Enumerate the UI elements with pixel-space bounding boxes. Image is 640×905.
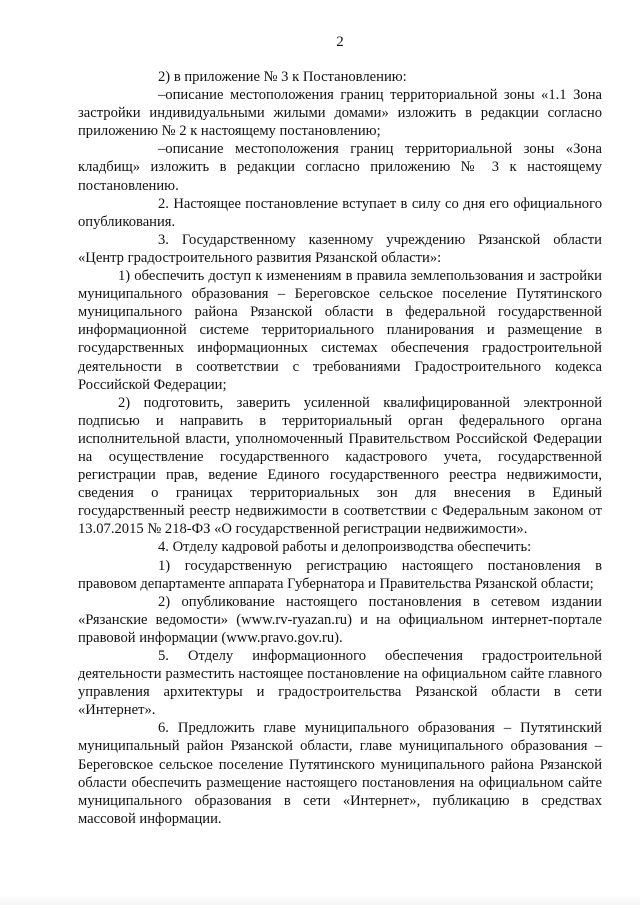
paragraph-section-3-item-2 [78,394,602,539]
paragraph-text: Отделу кадровой работы и делопроизводства обеспечить: [172,539,532,556]
paragraph-text: Государственному казенному учреждению Рязанской области «Центр градостроительного развития Рязанской области»: [78,231,602,266]
paragraph-section-3 [78,231,602,267]
paragraph-marker: 2) [118,394,131,411]
dash-marker: – [158,141,166,158]
paragraph-text: государственную регистрацию настоящего постановления в правовом департаменте аппарата Губернатора и Правительства Рязанской области; [78,557,602,592]
paragraph-section-3-item-1 [78,267,602,394]
paragraph-marker: 1) [158,557,171,574]
paragraph-text: описание местоположения границ территориальной зоны «Зона кладбищ» изложить в редакции согласно приложению № 3 к настоящему постановлению. [78,141,602,194]
paragraph-section-4-item-1 [78,557,602,593]
paragraph-text: обеспечить доступ к изменениям в правила землепользования и застройки муниципального образования – Береговское сельское поселение Путятинского муниципального района Рязанской области в федеральной государственной информационной системе территориального планирования и размещение в государственных информационных системах обеспечения градостроительной деятельности в соответствии с требованиями Градостроительного кодекса Российской Федерации; [78,268,602,393]
paragraph-item-2 [78,68,602,86]
paragraph-text: Предложить главе муниципального образования – Путятинский муниципальный район Рязанской области, главе муниципального образования – Береговское сельское поселение Путятинского муниципального района Рязанской области обеспечить размещение настоящего постановления на официальном сайте муниципального образования в сети «Интернет», публикацию в средствах массовой информации. [78,720,602,827]
paragraph-dash-zone-1-1 [78,86,602,140]
paragraph-text: описание местоположения границ территориальной зоны «1.1 Зона застройки индивидуальными жилыми домами» изложить в редакции согласно приложению № 2 к настоящему постановлению; [78,87,602,140]
paragraph-section-6 [78,719,602,828]
document-body [78,68,602,828]
scan-bottom-edge [0,895,640,905]
paragraph-marker: 2. [158,195,169,212]
paragraph-text: опубликование настоящего постановления в сетевом издании «Рязанские ведомости» (www.rv-ryazan.ru) и на официальном интернет-портале правовой информации (www.pravo.gov.ru). [78,593,602,646]
paragraph-section-4 [78,538,602,556]
paragraph-section-4-item-2 [78,593,602,647]
paragraph-text: Настоящее постановление вступает в силу со дня его официального опубликования. [78,195,602,230]
paragraph-section-5 [78,647,602,719]
paragraph-marker: 5. [158,648,169,664]
paragraph-section-2 [78,195,602,231]
paragraph-text: в приложение № 3 к Постановлению: [173,69,407,85]
paragraph-marker: 3. [158,231,169,248]
paragraph-dash-cemetery-zone [78,140,602,194]
paragraph-marker: 4. [158,539,169,556]
paragraph-text: Отделу информационного обеспечения градостроительной деятельности разместить настоящее постановление на официальном сайте главного управления архитектуры и градостроительства Рязанской области в сети «Интернет». [78,648,602,719]
page-number: 2 [336,34,344,50]
paragraph-marker: 6. [158,720,169,737]
dash-marker: – [158,87,166,104]
paragraph-marker: 2) [158,593,171,610]
paragraph-marker: 1) [118,268,131,285]
paragraph-text: подготовить, заверить усиленной квалифицированной электронной подписью и направить в территориальный орган федерального органа исполнительной власти, уполномоченный Правительством Российской Федерации на осуществление государственного кадастрового учета, государственной регистрации прав, ведение Единого государственного реестра недвижимости, сведения о границах территориальных зон для внесения в Единый государственный реестр недвижимости в соответствии с Федеральным законом от 13.07.2015 № 218-ФЗ «О государственной регистрации недвижимости». [78,394,602,538]
paragraph-marker: 2) [158,69,171,85]
